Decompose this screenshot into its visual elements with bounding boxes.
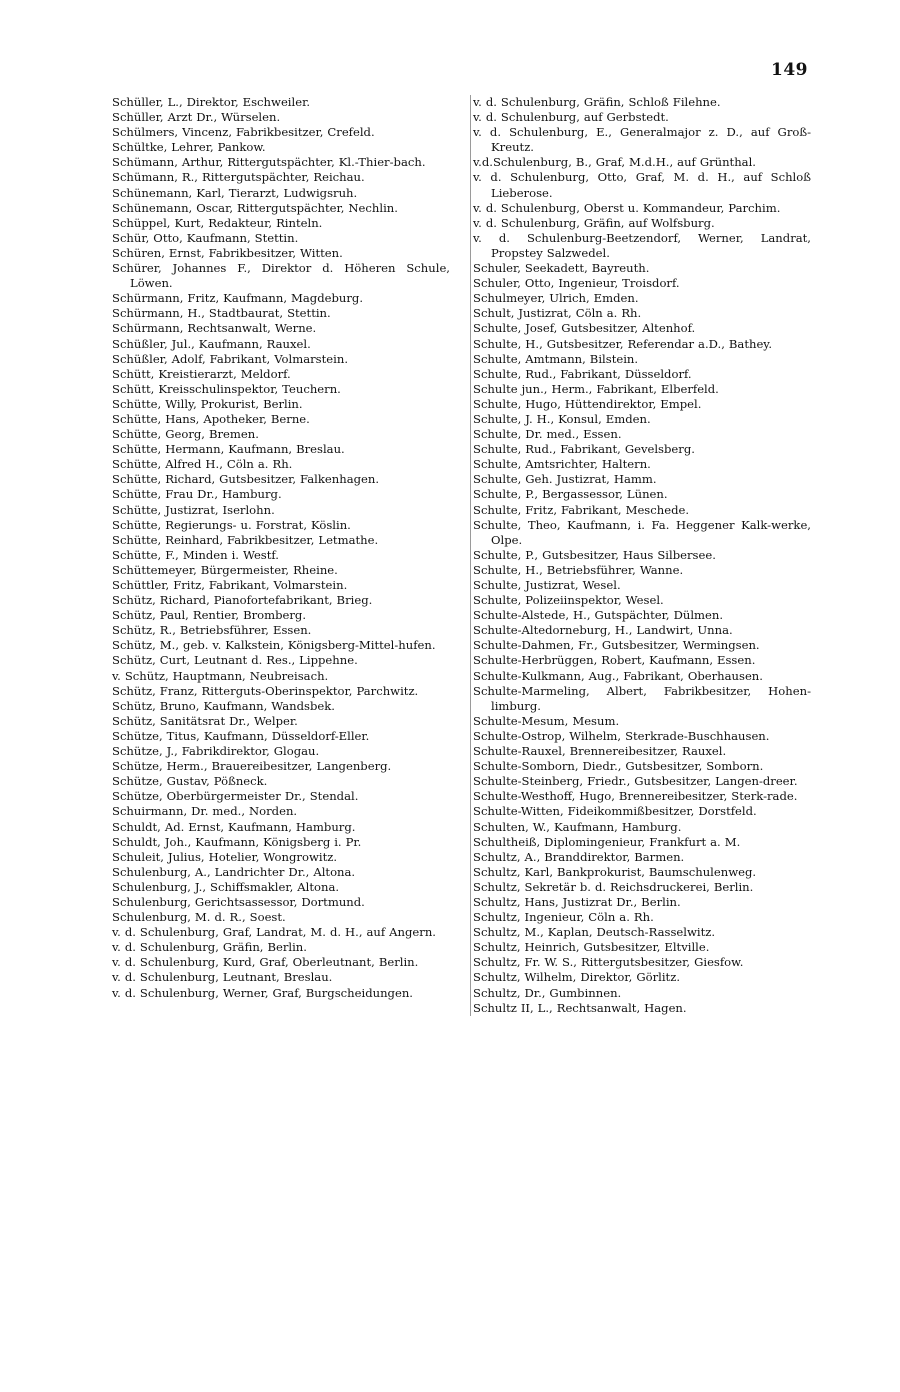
directory-entry: Schultz, Hans, Justizrat Dr., Berlin. (473, 894, 681, 909)
directory-entry: Schulte-Witten, Fideikommißbesitzer, Dorstfeld. (473, 804, 757, 819)
directory-entry: Schütz, Sanitätsrat Dr., Welper. (112, 713, 298, 728)
directory-entry: Schulenburg, A., Landrichter Dr., Altona. (112, 864, 356, 879)
directory-entry: Schultz, Karl, Bankprokurist, Baumschulenweg. (473, 864, 757, 879)
directory-entry: Schuler, Otto, Ingenieur, Troisdorf. (473, 276, 680, 291)
directory-entry: Schütz, Richard, Pianofortefabrikant, Brieg. (112, 593, 373, 608)
directory-entry: Schüßler, Jul., Kaufmann, Rauxel. (112, 336, 311, 351)
directory-entry: v. d. Schulenburg, Kurd, Graf, Oberleutnant, Berlin. (112, 955, 419, 970)
directory-entry: Schüppel, Kurt, Redakteur, Rinteln. (112, 215, 323, 230)
directory-entry: Schuirmann, Dr. med., Norden. (112, 804, 298, 819)
directory-entry: Schütze, J., Fabrikdirektor, Glogau. (112, 744, 320, 759)
directory-entry: Schuldt, Joh., Kaufmann, Königsberg i. Pr. (112, 834, 362, 849)
directory-entry: Schultz, Heinrich, Gutsbesitzer, Eltville. (473, 940, 710, 955)
directory-entry: Schultz, Ingenieur, Cöln a. Rh. (473, 910, 654, 925)
directory-entry: Schulte-Rauxel, Brennereibesitzer, Rauxel. (473, 744, 727, 759)
directory-entry: Schultz, Wilhelm, Direktor, Görlitz. (473, 970, 681, 985)
directory-entry: Schümann, R., Rittergutspächter, Reichau. (112, 170, 365, 185)
directory-entry: Schürmann, H., Stadtbaurat, Stettin. (112, 306, 331, 321)
left-column (112, 95, 450, 1001)
directory-entry: Schütz, Bruno, Kaufmann, Wandsbek. (112, 698, 335, 713)
directory-entry: Schulte-Mesum, Mesum. (473, 713, 620, 728)
directory-entry: Schütz, R., Betriebsführer, Essen. (112, 623, 312, 638)
directory-entry: Schür, Otto, Kaufmann, Stettin. (112, 230, 299, 245)
directory-entry: Schultz II, L., Rechtsanwalt, Hagen. (473, 1000, 687, 1015)
directory-entry: Schulte, Theo, Kaufmann, i. Fa. Heggener Kalk-werke, Olpe. (473, 517, 811, 547)
directory-entry: Schütte, Willy, Prokurist, Berlin. (112, 396, 303, 411)
directory-entry: Schütze, Herm., Brauereibesitzer, Langenberg. (112, 759, 392, 774)
directory-entry: Schütte, Georg, Bremen. (112, 427, 259, 442)
directory-entry: Schulte, Geh. Justizrat, Hamm. (473, 472, 657, 487)
directory-entry: Schütz, Paul, Rentier, Bromberg. (112, 608, 307, 623)
directory-entry: Schüßler, Adolf, Fabrikant, Volmarstein. (112, 351, 348, 366)
directory-entry: Schuleit, Julius, Hotelier, Wongrowitz. (112, 849, 338, 864)
directory-entry: Schütte, Regierungs- u. Forstrat, Köslin. (112, 517, 351, 532)
directory-entry: v. d. Schulenburg, Werner, Graf, Burgscheidungen. (112, 985, 413, 1000)
directory-entry: Schünemann, Karl, Tierarzt, Ludwigsruh. (112, 185, 358, 200)
directory-entry: Schütte, F., Minden i. Westf. (112, 547, 279, 562)
directory-entry: Schulte, P., Gutsbesitzer, Haus Silbersee. (473, 547, 716, 562)
directory-entry: Schulte-Dahmen, Fr., Gutsbesitzer, Wermingsen. (473, 638, 760, 653)
directory-entry: Schütze, Titus, Kaufmann, Düsseldorf-Eller. (112, 728, 370, 743)
directory-entry: Schütz, Curt, Leutnant d. Res., Lippehne. (112, 653, 358, 668)
directory-entry: Schütte, Justizrat, Iserlohn. (112, 502, 275, 517)
directory-entry: Schülmers, Vincenz, Fabrikbesitzer, Crefeld. (112, 125, 375, 140)
directory-entry: Schütte, Alfred H., Cöln a. Rh. (112, 457, 293, 472)
right-column (470, 95, 811, 1016)
directory-entry: v. d. Schulenburg, Otto, Graf, M. d. H., auf Schloß Lieberose. (473, 170, 811, 200)
directory-entry: Schüller, Arzt Dr., Würselen. (112, 110, 281, 125)
directory-entry: Schulte-Altedorneburg, H., Landwirt, Unna. (473, 623, 733, 638)
directory-entry: Schütte, Hermann, Kaufmann, Breslau. (112, 442, 345, 457)
directory-entry: Schulte, Polizeiinspektor, Wesel. (473, 593, 664, 608)
directory-entry: Schütze, Gustav, Pößneck. (112, 774, 268, 789)
directory-entry: Schultz, Dr., Gumbinnen. (473, 985, 622, 1000)
directory-entry: v. d. Schulenburg-Beetzendorf, Werner, Landrat, Propstey Salzwedel. (473, 230, 811, 260)
directory-entry: Schulten, W., Kaufmann, Hamburg. (473, 819, 682, 834)
directory-entry: Schulte, Hugo, Hüttendirektor, Empel. (473, 396, 702, 411)
page-number: 149 (771, 60, 808, 80)
directory-entry: v. d. Schulenburg, auf Gerbstedt. (473, 110, 669, 125)
directory-entry: Schüller, L., Direktor, Eschweiler. (112, 95, 311, 109)
directory-entry: Schulte, Dr. med., Essen. (473, 427, 622, 442)
directory-entry: Schütze, Oberbürgermeister Dr., Stendal. (112, 789, 359, 804)
directory-entry: Schünemann, Oscar, Rittergutspächter, Nechlin. (112, 200, 398, 215)
directory-entry: Schuler, Seekadett, Bayreuth. (473, 261, 650, 276)
directory-entry: Schüttemeyer, Bürgermeister, Rheine. (112, 562, 338, 577)
directory-entry: v. d. Schulenburg, Leutnant, Breslau. (112, 970, 333, 985)
directory-entry: v. d. Schulenburg, Gräfin, Schloß Filehne. (473, 95, 721, 109)
directory-entry: v. Schütz, Hauptmann, Neubreisach. (112, 668, 329, 683)
directory-entry: Schulenburg, M. d. R., Soest. (112, 910, 286, 925)
directory-entry: Schulte jun., Herm., Fabrikant, Elberfeld. (473, 381, 719, 396)
directory-entry: Schulte, J. H., Konsul, Emden. (473, 411, 651, 426)
directory-entry: Schultz, A., Branddirektor, Barmen. (473, 849, 685, 864)
directory-entry: Schütte, Richard, Gutsbesitzer, Falkenhagen. (112, 472, 380, 487)
directory-entry: Schulte-Ostrop, Wilhelm, Sterkrade-Buschhausen. (473, 728, 770, 743)
directory-entry: Schultz, M., Kaplan, Deutsch-Rasselwitz. (473, 925, 716, 940)
directory-entry: Schulte-Marmeling, Albert, Fabrikbesitzer, Hohen-limburg. (473, 683, 811, 713)
directory-entry: v. d. Schulenburg, Oberst u. Kommandeur, Parchim. (473, 200, 781, 215)
directory-entry: Schulte, Fritz, Fabrikant, Meschede. (473, 502, 690, 517)
directory-entry: Schulte, Justizrat, Wesel. (473, 578, 621, 592)
directory-entry: Schulte-Somborn, Diedr., Gutsbesitzer, Somborn. (473, 759, 764, 774)
directory-entry: Schütt, Kreisschulinspektor, Teuchern. (112, 381, 341, 396)
directory-entry: Schulte, P., Bergassessor, Lünen. (473, 487, 668, 502)
directory-entry: Schulte-Alstede, H., Gutspächter, Dülmen. (473, 608, 724, 623)
directory-entry: Schulte-Kulkmann, Aug., Fabrikant, Oberhausen. (473, 668, 763, 683)
directory-entry: Schuldt, Ad. Ernst, Kaufmann, Hamburg. (112, 819, 356, 834)
directory-entry: Schulte-Steinberg, Friedr., Gutsbesitzer, Langen-dreer. (473, 774, 798, 789)
directory-entry: Schulte, Rud., Fabrikant, Gevelsberg. (473, 442, 695, 457)
directory-entry: v. d. Schulenburg, Graf, Landrat, M. d. H., auf Angern. (112, 925, 436, 940)
directory-entry: v. d. Schulenburg, Gräfin, auf Wolfsburg. (473, 215, 715, 230)
directory-entry: Schulenburg, J., Schiffsmakler, Altona. (112, 879, 340, 894)
directory-entry: v. d. Schulenburg, E., Generalmajor z. D., auf Groß-Kreutz. (473, 125, 811, 155)
directory-entry: Schulte, Josef, Gutsbesitzer, Altenhof. (473, 321, 696, 336)
directory-entry: Schulenburg, Gerichtsassessor, Dortmund. (112, 894, 365, 909)
directory-entry: Schürer, Johannes F., Direktor d. Höheren Schule, Löwen. (112, 261, 450, 291)
directory-entry: Schulmeyer, Ulrich, Emden. (473, 291, 639, 306)
directory-entry: Schulte-Westhoff, Hugo, Brennereibesitzer, Sterk-rade. (473, 789, 798, 804)
directory-entry: Schulte, Amtsrichter, Haltern. (473, 457, 651, 472)
directory-entry: Schüttler, Fritz, Fabrikant, Volmarstein. (112, 578, 348, 592)
directory-entry: Schümann, Arthur, Rittergutspächter, Kl.-Thier-bach. (112, 155, 426, 170)
directory-entry: Schulte, H., Betriebsführer, Wanne. (473, 562, 684, 577)
directory-entry: v. d. Schulenburg, Gräfin, Berlin. (112, 940, 307, 955)
directory-entry: Schürmann, Fritz, Kaufmann, Magdeburg. (112, 291, 364, 306)
directory-entry: Schulte, H., Gutsbesitzer, Referendar a.D., Bathey. (473, 336, 773, 351)
directory-entry: Schürmann, Rechtsanwalt, Werne. (112, 321, 317, 336)
directory-entry: Schulte, Rud., Fabrikant, Düsseldorf. (473, 366, 692, 381)
directory-entry: Schütte, Hans, Apotheker, Berne. (112, 411, 310, 426)
directory-entry: v.d.Schulenburg, B., Graf, M.d.H., auf Grünthal. (473, 155, 756, 170)
directory-entry: Schulte-Herbrüggen, Robert, Kaufmann, Essen. (473, 653, 756, 668)
directory-entry: Schultheiß, Diplomingenieur, Frankfurt a. M. (473, 834, 741, 849)
directory-entry: Schütte, Frau Dr., Hamburg. (112, 487, 282, 502)
directory-entry: Schütz, Franz, Ritterguts-Oberinspektor, Parchwitz. (112, 683, 419, 698)
directory-entry: Schüren, Ernst, Fabrikbesitzer, Witten. (112, 245, 343, 260)
directory-entry: Schult, Justizrat, Cöln a. Rh. (473, 306, 642, 321)
directory-entry: Schultz, Sekretär b. d. Reichsdruckerei, Berlin. (473, 879, 754, 894)
directory-entry: Schultz, Fr. W. S., Rittergutsbesitzer, Giesfow. (473, 955, 744, 970)
directory-entry: Schültke, Lehrer, Pankow. (112, 140, 266, 155)
directory-entry: Schütz, M., geb. v. Kalkstein, Königsberg-Mittel-hufen. (112, 638, 436, 653)
directory-entry: Schulte, Amtmann, Bilstein. (473, 351, 639, 366)
directory-entry: Schütt, Kreistierarzt, Meldorf. (112, 366, 291, 381)
directory-entry: Schütte, Reinhard, Fabrikbesitzer, Letmathe. (112, 532, 379, 547)
